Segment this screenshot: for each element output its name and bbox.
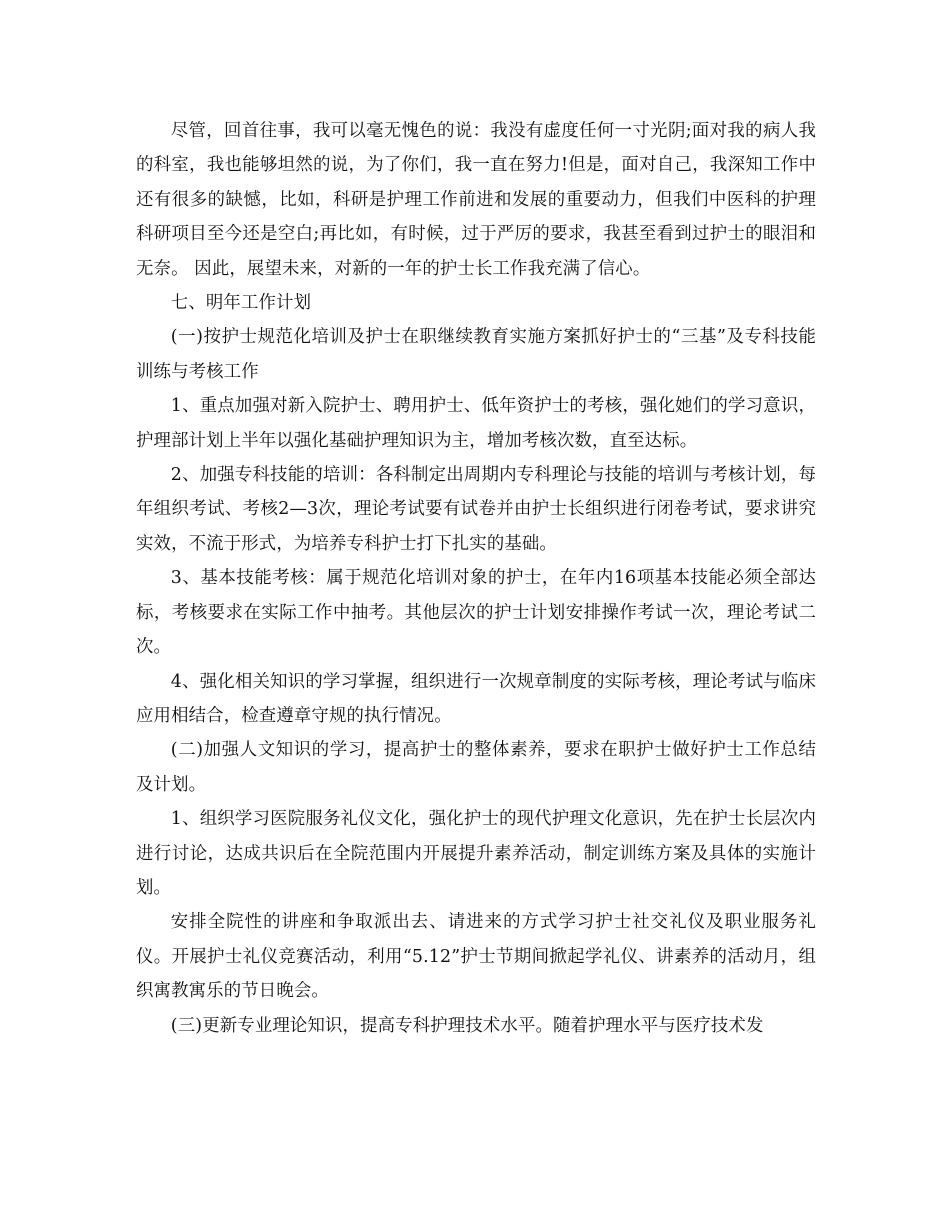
paragraph-item-4: 4、强化相关知识的学习掌握，组织进行一次规章制度的实际考核，理论考试与临床应用相结合，检查遵章守规的执行情况。 <box>136 671 816 726</box>
paragraph-reflection: 尽管，回首往事，我可以毫无愧色的说：我没有虚度任何一寸光阴;面对我的病人我的科室，我也能够坦然的说，为了你们，我一直在努力!但是，面对自己，我深知工作中还有很多的缺憾，比如，科研是护理工作前进和发展的重要动力，但我们中医科的护理科研项目至今还是空白;再比如，有时候，过于严厉的要求，我甚至看到过护士的眼泪和无奈。 因此，展望未来，对新的一年的护士长工作我充满了信心。 <box>136 121 816 279</box>
paragraph-item-1: 1、重点加强对新入院护士、聘用护士、低年资护士的考核，强化她们的学习意识，护理部计划上半年以强化基础护理知识为主，增加考核次数，直至达标。 <box>136 396 816 451</box>
paragraph-etiquette-culture: 1、组织学习医院服务礼仪文化，强化护士的现代护理文化意识，先在护士长层次内进行讨论，达成共识后在全院范围内开展提升素养活动，制定训练方案及具体的实施计划。 <box>136 809 816 898</box>
section-heading-next-year-plan: 七、明年工作计划 <box>170 293 312 314</box>
paragraph-item-3: 3、基本技能考核：属于规范化培训对象的护士，在年内16项基本技能必须全部达标，考核要求在实际工作中抽考。其他层次的护士计划安排操作考试一次，理论考试二次。 <box>136 568 816 658</box>
paragraph-item-2: 2、加强专科技能的培训：各科制定出周期内专科理论与技能的培训与考核计划，每年组织考试、考核2—3次，理论考试要有试卷并由护士长组织进行闭卷考试，要求讲究实效，不流于形式，为培养专科护士打下扎实的基础。 <box>136 465 816 554</box>
subsection-heading-training: (一)按护士规范化培训及护士在职继续教育实施方案抓好护士的“三基”及专科技能训练与考核工作 <box>136 327 816 382</box>
subsection-heading-humanities: (二)加强人文知识的学习，提高护士的整体素养，要求在职护士做好护士工作总结及计划。 <box>136 740 816 795</box>
document-body <box>136 114 816 1043</box>
subsection-heading-professional-knowledge: (三)更新专业理论知识，提高专科护理技术水平。随着护理水平与医疗技术发 <box>170 1015 764 1036</box>
paragraph-etiquette-activities: 安排全院性的讲座和争取派出去、请进来的方式学习护士社交礼仪及职业服务礼仪。开展护士礼仪竞赛活动，利用“5.12”护士节期间掀起学礼仪、讲素养的活动月，组织寓教寓乐的节日晚会。 <box>136 912 816 1002</box>
